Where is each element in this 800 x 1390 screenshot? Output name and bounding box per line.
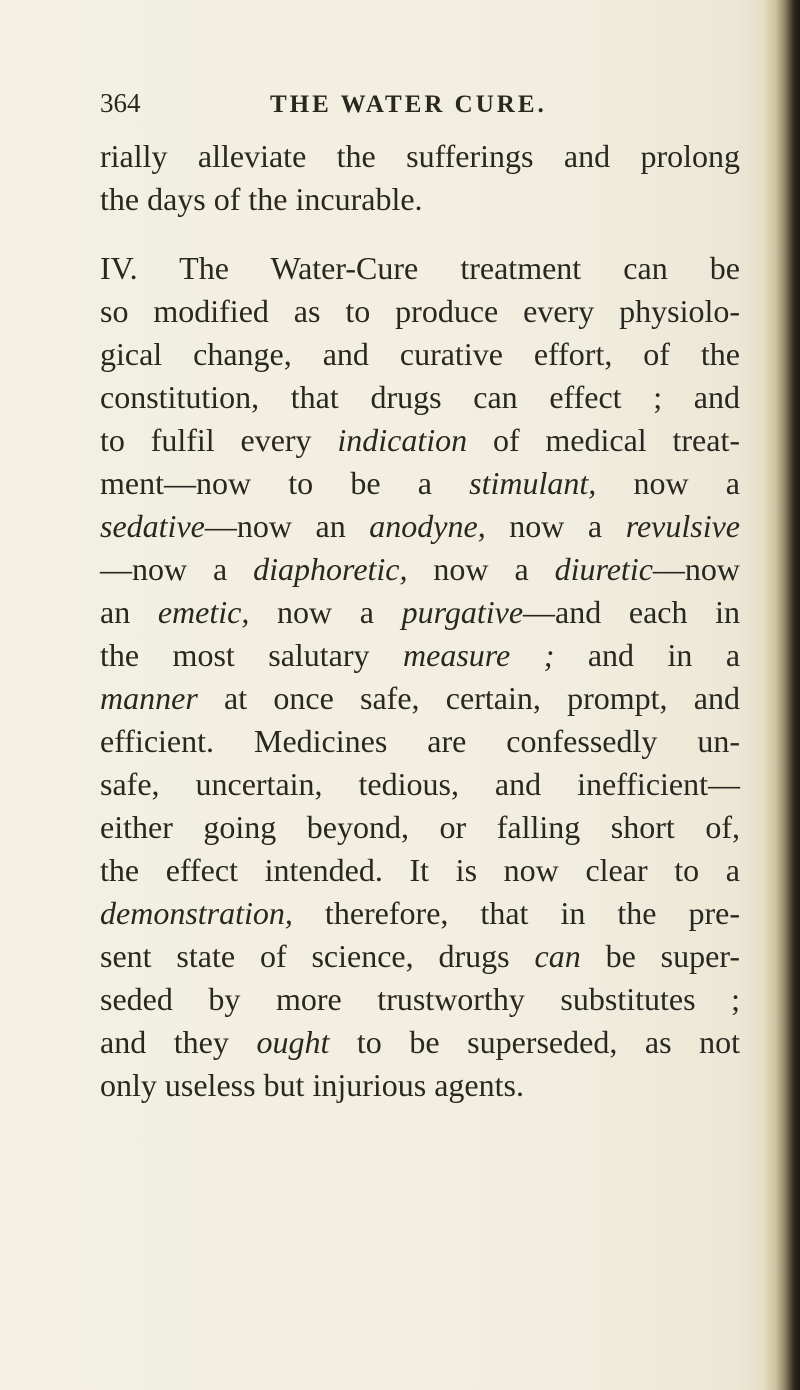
- italic-term: indication: [337, 422, 468, 458]
- text-line: [100, 634, 740, 677]
- text-span: —and each in: [523, 594, 741, 630]
- text-line: [100, 462, 740, 505]
- text-line: so modified as to produce every physiolo-: [100, 293, 740, 329]
- italic-term: sedative: [100, 508, 205, 544]
- italic-term: diaphoretic,: [253, 551, 408, 587]
- text-line: [100, 591, 740, 634]
- text-line: safe, uncertain, tedious, and inefficient—: [100, 766, 740, 802]
- text-line: the effect intended. It is now clear to a: [100, 852, 740, 888]
- running-title: THE WATER CURE.: [270, 91, 547, 118]
- text-line: either going beyond, or falling short of,: [100, 809, 740, 845]
- page-number: 364: [100, 88, 141, 118]
- text-line: [100, 419, 740, 462]
- text-line: [100, 892, 740, 935]
- text-span: now a: [485, 508, 626, 544]
- paragraph-continuation: [100, 135, 740, 221]
- text-span: the most salutary: [100, 637, 403, 673]
- text-span: —now: [652, 551, 741, 587]
- text-span: to be superseded, as not: [329, 1024, 741, 1060]
- italic-term: can: [534, 938, 581, 974]
- text-line: [100, 548, 740, 591]
- text-line: only useless but injurious agents.: [100, 1067, 524, 1103]
- text-line: [100, 505, 740, 548]
- text-span: an: [100, 594, 158, 630]
- italic-term: stimulant,: [469, 465, 597, 501]
- text-line: the days of the incurable.: [100, 181, 423, 217]
- paragraph-gap: [100, 221, 740, 247]
- text-span: and in a: [554, 637, 741, 673]
- italic-term: diuretic: [554, 551, 653, 587]
- text-span: to fulfil every: [100, 422, 338, 458]
- italic-term: ought: [256, 1024, 330, 1060]
- text-span: ment—now to be a: [100, 465, 470, 501]
- text-span: therefore, that in the pre-: [292, 895, 740, 931]
- running-head: [100, 88, 740, 128]
- text-line: [100, 935, 740, 978]
- text-span: of medical treat-: [467, 422, 741, 458]
- text-line: IV. The Water-Cure treatment can be: [100, 250, 740, 286]
- italic-term: manner: [100, 680, 198, 716]
- italic-term: revulsive: [625, 508, 740, 544]
- text-span: —now an: [204, 508, 370, 544]
- text-line: [100, 677, 740, 720]
- text-span: —now a: [100, 551, 254, 587]
- text-span: now a: [407, 551, 555, 587]
- text-line: [100, 1021, 740, 1064]
- text-line: constitution, that drugs can effect ; and: [100, 379, 740, 415]
- paragraph-iv: [100, 247, 740, 1107]
- text-span: now a: [596, 465, 740, 501]
- italic-term: emetic,: [157, 594, 250, 630]
- body-text: [100, 135, 740, 1107]
- text-line: seded by more trustworthy substitutes ;: [100, 981, 740, 1017]
- text-span: and they: [100, 1024, 257, 1060]
- text-line: efficient. Medicines are confessedly un-: [100, 723, 740, 759]
- italic-term: measure ;: [403, 637, 555, 673]
- italic-term: purgative: [401, 594, 524, 630]
- text-span: be super-: [580, 938, 741, 974]
- text-span: at once safe, certain, prompt, and: [197, 680, 740, 716]
- text-span: now a: [249, 594, 402, 630]
- italic-term: anodyne,: [369, 508, 486, 544]
- text-span: sent state of science, drugs: [100, 938, 535, 974]
- page-binding-edge: [762, 0, 800, 1390]
- italic-term: demonstration,: [100, 895, 293, 931]
- text-line: rially alleviate the sufferings and prolong: [100, 138, 740, 174]
- text-line: gical change, and curative effort, of the: [100, 336, 740, 372]
